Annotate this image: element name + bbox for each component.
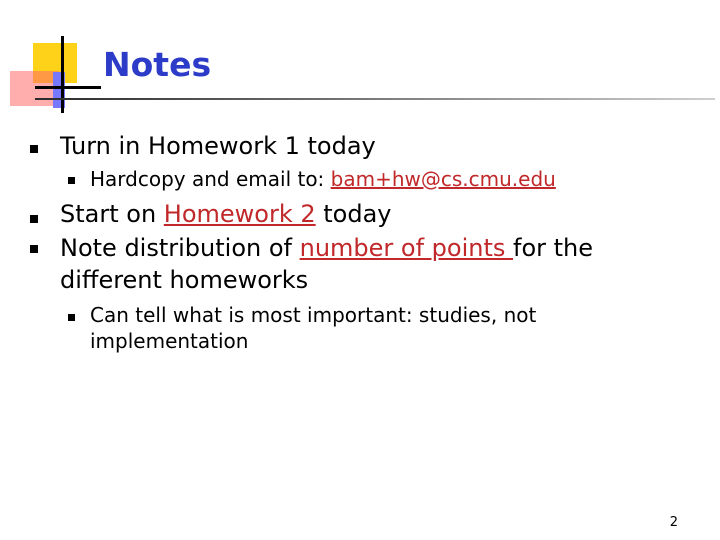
email-link[interactable]: bam+hw@cs.cmu.edu (330, 167, 556, 191)
sub-bullet-item-importance-line2: implementation (90, 329, 249, 353)
title-decoration-horizontal-line (35, 86, 101, 89)
bullet-text: Start on (60, 200, 164, 228)
bullet-text-after: for the (513, 234, 594, 262)
page-number: 2 (669, 515, 678, 530)
title-decoration-vertical-line (61, 36, 64, 113)
bullet-text-after: today (315, 200, 392, 228)
homework2-link[interactable]: Homework 2 (163, 200, 316, 228)
bullet-marker (30, 215, 38, 223)
sub-bullet-item-email (90, 167, 556, 191)
sub-bullet-text: Hardcopy and email to: (90, 167, 331, 191)
sub-bullet-marker (68, 177, 75, 184)
bullet-item-homework1 (60, 132, 376, 161)
bullet-item-homework2 (60, 200, 392, 229)
sub-bullet-item-importance: Can tell what is most important: studies, not (90, 303, 537, 327)
title-underline-rule (35, 98, 715, 100)
bullet-marker (30, 245, 38, 253)
bullet-item-points (60, 234, 593, 263)
bullet-text: Turn in Homework 1 today (60, 132, 376, 160)
bullet-item-points-line2: different homeworks (60, 266, 309, 294)
bullet-marker (30, 145, 38, 153)
points-link[interactable]: number of points (299, 234, 514, 262)
bullet-text: Note distribution of (60, 234, 300, 262)
sub-bullet-marker (68, 314, 75, 321)
slide-title: Notes (103, 45, 212, 84)
